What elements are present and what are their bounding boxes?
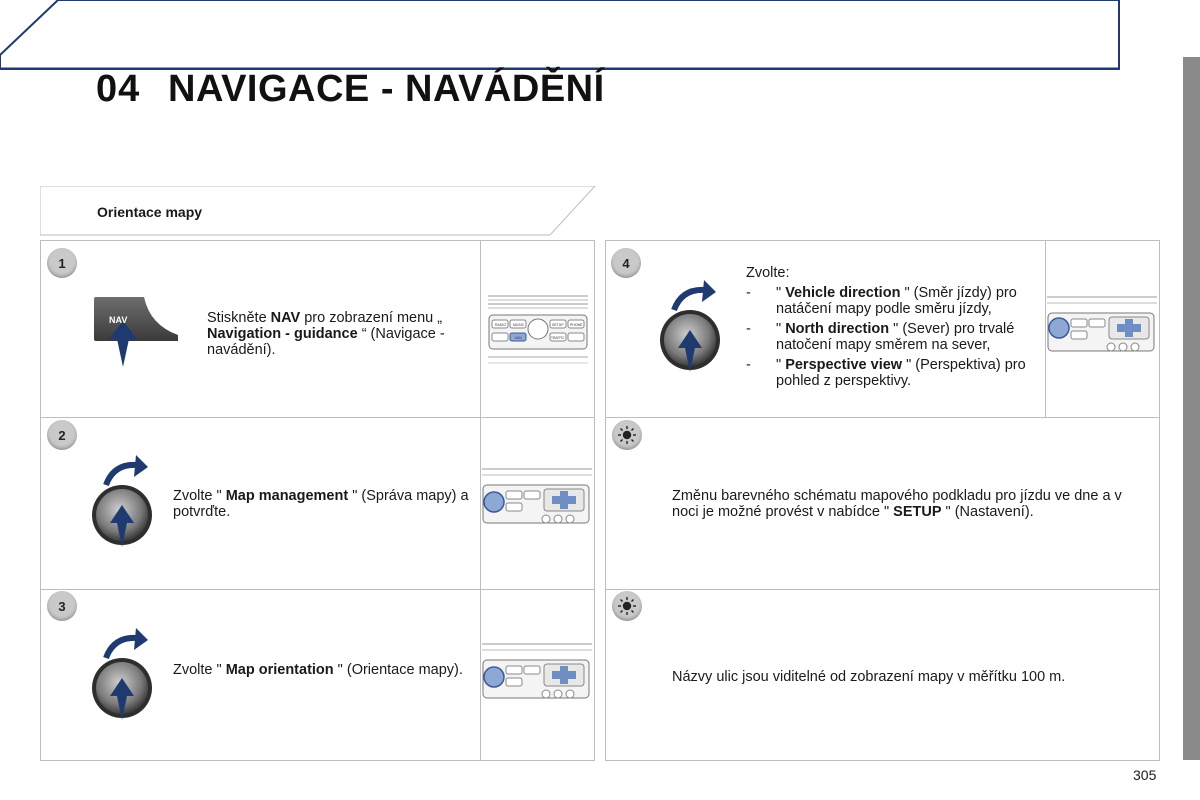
panel-label-music: MUSIC	[513, 323, 525, 327]
tip-1-text: Změnu barevného schématu mapového podkladu pro jízdu ve dne a v noci je možné provést v nabídce " SETUP " (Nastavení).	[672, 488, 1122, 520]
radio-panel-image	[482, 640, 592, 706]
side-tab-bar	[1183, 57, 1200, 760]
panel-label-traffic: TRAFFIC	[551, 336, 565, 340]
tip-2-text: Názvy ulic jsou viditelné od zobrazení mapy v měřítku 100 m.	[672, 669, 1066, 685]
rotary-knob-icon	[86, 628, 166, 728]
header-frame	[0, 0, 1120, 70]
step-4-intro: Zvolte:	[746, 265, 790, 281]
chapter-number: 04	[96, 68, 141, 110]
list-item: - " Perspective view " (Perspektiva) pro pohled z perspektivy.	[746, 357, 1026, 389]
panel-label-setup: SETUP	[552, 323, 564, 327]
step-number-badge: 4	[611, 248, 641, 278]
nav-key-label: NAV	[109, 315, 128, 325]
nav-key-illustration	[92, 295, 180, 370]
step-3-text: Zvolte " Map orientation " (Orientace mapy).	[173, 662, 463, 678]
section-title: Orientace mapy	[97, 204, 203, 220]
step-4-text	[746, 265, 1041, 389]
list-item: - " North direction " (Sever) pro trvalé natočení mapy směrem na sever,	[746, 321, 1015, 353]
panel-label-phone: PHONE	[570, 323, 583, 327]
chapter-header	[0, 0, 1120, 70]
step-2-text: Zvolte " Map management " (Správa mapy) a potvrďte.	[173, 488, 469, 520]
step-1-text: Stiskněte NAV pro zobrazení menu „ Navigation - guidance “ (Navigace - navádění).	[207, 310, 445, 358]
radio-panel-image	[482, 465, 592, 531]
step-number-badge: 1	[47, 248, 77, 278]
page-title: NAVIGACE - NAVÁDĚNÍ	[168, 68, 605, 110]
page-number: 305	[1133, 767, 1157, 783]
radio-panel-image	[488, 293, 588, 369]
step-number-badge: 3	[47, 591, 77, 621]
panel-label-nav: NAV	[515, 336, 522, 340]
rotary-knob-icon	[654, 280, 734, 380]
rotary-knob-icon	[86, 455, 166, 555]
radio-panel-image	[1047, 293, 1157, 359]
sun-bulb-icon	[612, 420, 642, 450]
step-number-badge: 2	[47, 420, 77, 450]
list-item: - " Vehicle direction " (Směr jízdy) pro natáčení mapy podle směru jízdy,	[746, 285, 1017, 317]
panel-label-radio: RADIO	[495, 323, 507, 327]
orientation-options-list	[746, 285, 1041, 389]
sun-bulb-icon	[612, 591, 642, 621]
